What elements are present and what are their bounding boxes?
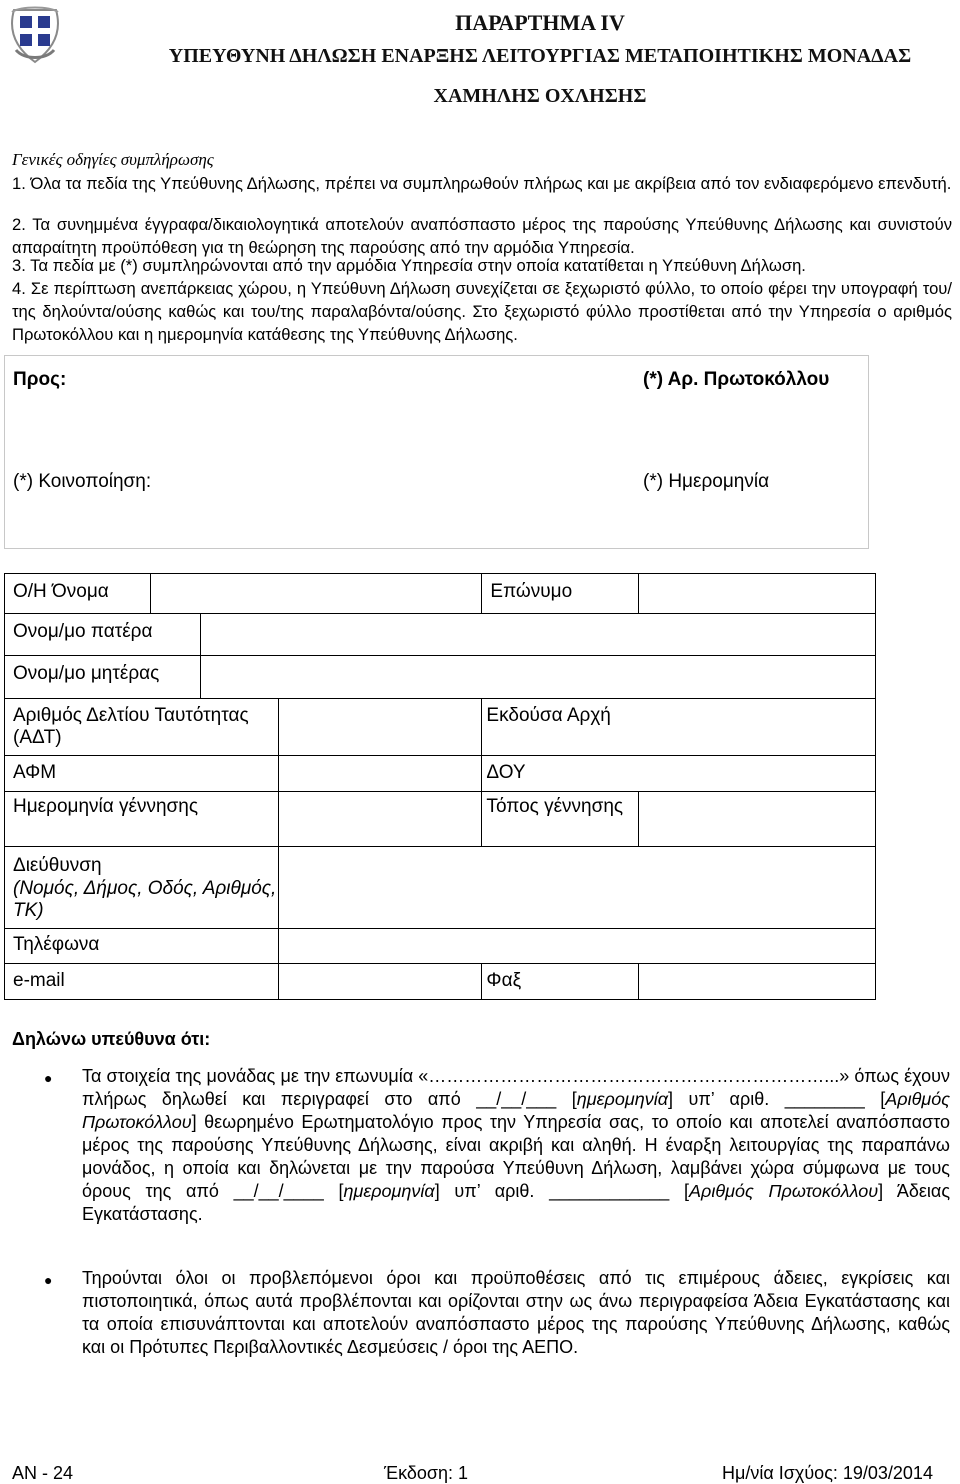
first-name-field[interactable] — [150, 574, 482, 614]
document-title: ΥΠΕΥΘΥΝΗ ΔΗΛΩΣΗ ΕΝΑΡΞΗΣ ΛΕΙΤΟΥΡΓΙΑΣ ΜΕΤΑΠΟΙΗΤΙΚΗΣ ΜΟΝΑΔΑΣ — [168, 45, 912, 67]
tax-office-label: ΔΟΥ — [482, 756, 876, 792]
notification-label: (*) Κοινοποίηση: — [13, 471, 152, 492]
decl1-date-hint: ημερομηνία — [576, 1089, 668, 1109]
birth-place-field[interactable] — [639, 792, 876, 847]
bullet-icon: ● — [44, 1272, 53, 1288]
declaration-title: Δηλώνω υπεύθυνα ότι: — [12, 1029, 211, 1049]
id-number-field[interactable] — [278, 699, 482, 756]
issuing-authority-label: Εκδούσα Αρχή — [482, 699, 876, 756]
surname-label: Επώνυμο — [482, 574, 639, 614]
father-name-label: Ονομ/μο πατέρα — [5, 614, 201, 656]
to-label: Προς: — [13, 369, 67, 390]
valid-from-date: Ημ/νία Ισχύος: 19/03/2014 — [722, 1463, 933, 1483]
email-field[interactable] — [278, 964, 482, 1000]
edition: Έκδοση: 1 — [384, 1463, 469, 1483]
instruction-item: 2. Τα συνημμένα έγγραφα/δικαιολογητικά αποτελούν αναπόσπαστο μέρος της παρούσης Υπεύθυνης Δήλωσης και συνιστούν απαραίτητη προϋπόθεση για τη θεώρηση της παρούσης από την αρμόδια Υπηρεσία. — [12, 215, 952, 257]
address-label-cell — [5, 847, 279, 929]
tax-number-field[interactable] — [278, 756, 482, 792]
document-subtitle: ΧΑΜΗΛΗΣ ΟΧΛΗΣΗΣ — [433, 85, 647, 107]
decl1-protocol-hint: Αριθμός Πρωτοκόλλου — [82, 1089, 950, 1132]
decl1-date-hint-2: ημερομηνία — [343, 1181, 435, 1201]
address-hint: (Νομός, Δήμος, Οδός, Αριθμός, ΤΚ) — [13, 878, 277, 921]
address-field[interactable] — [278, 847, 875, 929]
father-name-field[interactable] — [200, 614, 875, 656]
declaration-item-1 — [82, 1065, 950, 1226]
email-label: e-mail — [5, 964, 279, 1000]
decl1-text-4: ] υπ’ αριθ. ____________ [ — [434, 1181, 690, 1201]
tax-number-label: ΑΦΜ — [5, 756, 279, 792]
birth-place-label: Τόπος γέννησης — [482, 792, 639, 847]
address-label: Διεύθυνση — [13, 855, 102, 876]
decl1-text-2: ] υπ’ αριθ. ________ [ — [667, 1089, 886, 1109]
decl1-protocol-hint-2: Αριθμός Πρωτοκόλλου — [689, 1181, 879, 1201]
greek-emblem-icon — [8, 4, 62, 66]
first-name-label: Ο/Η Όνομα — [5, 574, 151, 614]
mother-name-label: Ονομ/μο μητέρας — [5, 656, 201, 699]
instruction-item: 3. Τα πεδία με (*) συμπληρώνονται από την αρμόδια Υπηρεσία στην οποία κατατίθεται η Υπεύθυνη Δήλωση. — [12, 256, 806, 275]
fax-label: Φαξ — [482, 964, 639, 1000]
mother-name-field[interactable] — [200, 656, 875, 699]
declaration-item-2: Τηρούνται όλοι οι προβλεπόμενοι όροι και προϋποθέσεις από τις επιμέρους άδειες, εγκρίσεις και πιστοποιητικά, όπως αυτά προβλέπονται και ορίζονται στην ως άνω περιγραφείσα Άδεια Εγκατάστασης και τα οποία επισυνάπτονται και αποτελούν αναπόσπαστο μέρος της παρούσης Υπεύθυνης Δήλωσης, καθώς και οι Πρότυπες Περιβαλλοντικές Δεσμεύσεις / όροι της ΑΕΠΟ. — [82, 1268, 950, 1357]
annex-title: ΠΑΡΑΡΤΗΜΑ IV — [455, 10, 625, 35]
instruction-item: 1. Όλα τα πεδία της Υπεύθυνης Δήλωσης, πρέπει να συμπληρωθούν πλήρως και με ακρίβεια από τον ενδιαφερόμενο επενδυτή. — [12, 174, 952, 193]
service-box — [4, 355, 869, 549]
protocol-number-label: (*) Αρ. Πρωτοκόλλου — [643, 369, 830, 390]
fax-field[interactable] — [639, 964, 876, 1000]
birth-date-label: Ημερομηνία γέννησης — [5, 792, 279, 847]
phones-label: Τηλέφωνα — [5, 929, 279, 964]
instruction-item: 4. Σε περίπτωση ανεπάρκειας χώρου, η Υπεύθυνη Δήλωση συνεχίζεται σε ξεχωριστό φύλλο, το οποίο φέρει την υπογραφή του/της δηλούντα/ούσης καθώς και του/της παραλαβόντα/ούσης. Στο ξεχωριστό φύλλο προστίθεται από την Υπηρεσία ο αριθμός Πρωτοκόλλου και η ημερομηνία κατάθεσης της Υπεύθυνης Δήλωσης. — [12, 279, 952, 344]
decl1-text-3: ] θεωρημένο Ερωτηματολόγιο προς την Υπηρεσία σας, το οποίο και αποτελεί αναπόσπαστο μέρος της παρούσης Υπεύθυνης Δήλωσης, είναι ακριβή και αληθή. Η έναρξη λειτουργίας της παραπάνω μονάδος, η οποία και δηλώνεται με την παρούσα Υπεύθυνη Δήλωση, λαμβάνει χώρα σύμφωνα με τους όρους της από __/__/____ [ — [82, 1112, 950, 1201]
birth-date-field[interactable] — [278, 792, 482, 847]
decl1-text-5: ] Άδειας Εγκατάστασης. — [82, 1181, 950, 1224]
id-number-label: Αριθμός Δελτίου Ταυτότητας (ΑΔΤ) — [5, 699, 279, 756]
page-number: ΑΝ - 24 — [12, 1463, 74, 1483]
instructions-title: Γενικές οδηγίες συμπλήρωσης — [12, 150, 214, 169]
date-label: (*) Ημερομηνία — [643, 471, 770, 492]
bullet-icon: ● — [44, 1070, 53, 1086]
surname-field[interactable] — [639, 574, 876, 614]
phones-field[interactable] — [278, 929, 875, 964]
personal-data-table — [4, 573, 876, 1000]
decl1-text-1: Τα στοιχεία της μονάδας με την επωνυμία «…………………………………………………………...» όπως έχουν πλήρως δηλωθεί και περιγραφεί στο από __/__/___ [ — [82, 1066, 950, 1109]
